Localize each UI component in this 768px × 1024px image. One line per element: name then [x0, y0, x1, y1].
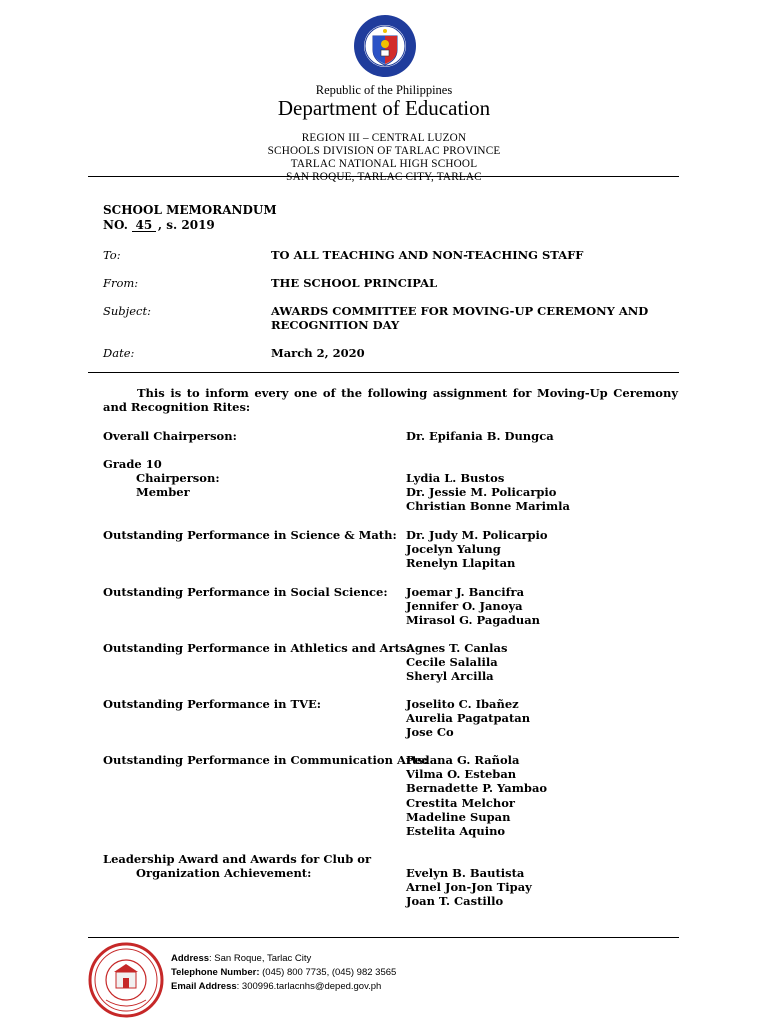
name-item: Joan T. Castillo: [406, 894, 504, 909]
header-republic: Republic of the Philippines: [315, 83, 453, 97]
name-item: Renelyn Llapitan: [406, 556, 516, 571]
grade10-member-label: Member: [136, 485, 190, 500]
name-item: Estelita Aquino: [406, 824, 506, 839]
name-item: Aurelia Pagatpatan: [406, 711, 531, 726]
role-communication-arts: Outstanding Performance in Communication Arts:: [103, 753, 428, 767]
header-school: TARLAC NATIONAL HIGH SCHOOL: [290, 158, 478, 170]
role-social-science: Outstanding Performance in Social Science:: [103, 585, 388, 599]
address-label: Address: [171, 953, 210, 964]
names-communication-arts: [406, 753, 547, 838]
header-location: SAN ROQUE, TARLAC CITY, TARLAC: [286, 171, 482, 183]
role-tve: Outstanding Performance in TVE:: [103, 697, 322, 711]
body-divider: [88, 372, 679, 373]
from-value: THE SCHOOL PRINCIPAL: [271, 276, 438, 290]
name-item: Arnel Jon-Jon Tipay: [406, 880, 532, 895]
name-item: Jocelyn Yalung: [406, 542, 501, 557]
memo-series: , s. 2019: [157, 218, 215, 232]
name-item: Joemar J. Bancifra: [406, 585, 525, 599]
grade10-chairperson-label: Chairperson:: [136, 471, 220, 486]
memo-no-prefix: NO.: [103, 218, 128, 232]
name-item: Vilma O. Esteban: [406, 767, 517, 782]
email-label: Email Address: [171, 981, 237, 992]
names-science-math: [406, 528, 548, 571]
name-item: Dr. Epifania B. Dungca: [406, 429, 554, 443]
names-tve: [406, 697, 530, 740]
memo-number-line: [103, 218, 215, 232]
role-athletics-arts: Outstanding Performance in Athletics and Arts:: [103, 641, 411, 655]
role-grade10: [103, 457, 220, 500]
subject-value: [271, 304, 671, 332]
phone-value: (045) 800 7735, (045) 982 3565: [259, 967, 397, 978]
email-value: : 300996.tarlacnhs@deped.gov.ph: [236, 981, 382, 992]
name-item: Jennifer O. Janoya: [406, 599, 523, 614]
address-value: : San Roque, Tarlac City: [209, 953, 312, 964]
name-item: Mirasol G. Pagaduan: [406, 613, 541, 628]
name-item: Dr. Judy M. Policarpio: [406, 528, 548, 542]
name-item: Christian Bonne Marimla: [406, 499, 570, 514]
leadership-line-2: Organization Achievement:: [136, 866, 312, 881]
subject-line-1: AWARDS COMMITTEE FOR MOVING-UP CEREMONY AND: [271, 304, 649, 318]
header-divider: [88, 176, 679, 177]
from-label: From:: [103, 276, 139, 290]
name-item: Lydia L. Bustos: [406, 471, 505, 485]
role-leadership: [103, 852, 371, 880]
footer-email: [171, 980, 396, 994]
name-item: Jose Co: [406, 725, 454, 740]
name-item: Bernadette P. Yambao: [406, 781, 548, 796]
name-item: Sheryl Arcilla: [406, 669, 494, 684]
header-division: SCHOOLS DIVISION OF TARLAC PROVINCE: [267, 145, 501, 157]
footer-contact: [171, 952, 396, 994]
names-athletics-arts: [406, 641, 507, 684]
footer-divider: [88, 937, 679, 938]
school-logo: [88, 942, 164, 1018]
names-grade10: [406, 471, 570, 514]
subject-label: Subject:: [103, 304, 151, 318]
deped-seal-logo: [353, 14, 417, 78]
intro-paragraph: This is to inform every one of the following assignment for Moving-Up Ceremony and Recognition Rites:: [103, 386, 678, 415]
date-label: Date:: [103, 346, 135, 360]
leadership-line-1: Leadership Award and Awards for Club or: [103, 852, 372, 866]
footer-phone: [171, 966, 396, 980]
name-item: Agnes T. Canlas: [406, 641, 508, 655]
role-science-math: Outstanding Performance in Science & Math:: [103, 528, 397, 542]
name-item: Cecile Salalila: [406, 655, 498, 670]
name-item: Madeline Supan: [406, 809, 511, 824]
name-item: Joselito C. Ibañez: [406, 697, 519, 711]
phone-label: Telephone Number:: [171, 967, 260, 978]
header-department: Department of Education: [277, 96, 491, 120]
names-social-science: [406, 585, 540, 628]
name-item: Crestita Melchor: [406, 795, 515, 810]
memo-title: SCHOOL MEMORANDUM: [103, 203, 277, 217]
header-region: REGION III – CENTRAL LUZON: [301, 132, 467, 144]
to-value: TO ALL TEACHING AND NON-TEACHING STAFF: [271, 248, 584, 262]
role-overall-chairperson: Overall Chairperson:: [103, 429, 237, 443]
date-value: March 2, 2020: [271, 346, 365, 360]
grade10-label: Grade 10: [103, 457, 162, 471]
subject-line-2: RECOGNITION DAY: [271, 318, 400, 332]
name-item: Pedana G. Rañola: [406, 753, 520, 767]
names-overall: [406, 429, 554, 443]
to-label: To:: [103, 248, 121, 262]
names-leadership: [406, 866, 532, 909]
name-item: Evelyn B. Bautista: [406, 866, 525, 880]
footer-address: [171, 952, 396, 966]
name-item: Dr. Jessie M. Policarpio: [406, 485, 557, 500]
memo-number: 45: [132, 220, 156, 232]
